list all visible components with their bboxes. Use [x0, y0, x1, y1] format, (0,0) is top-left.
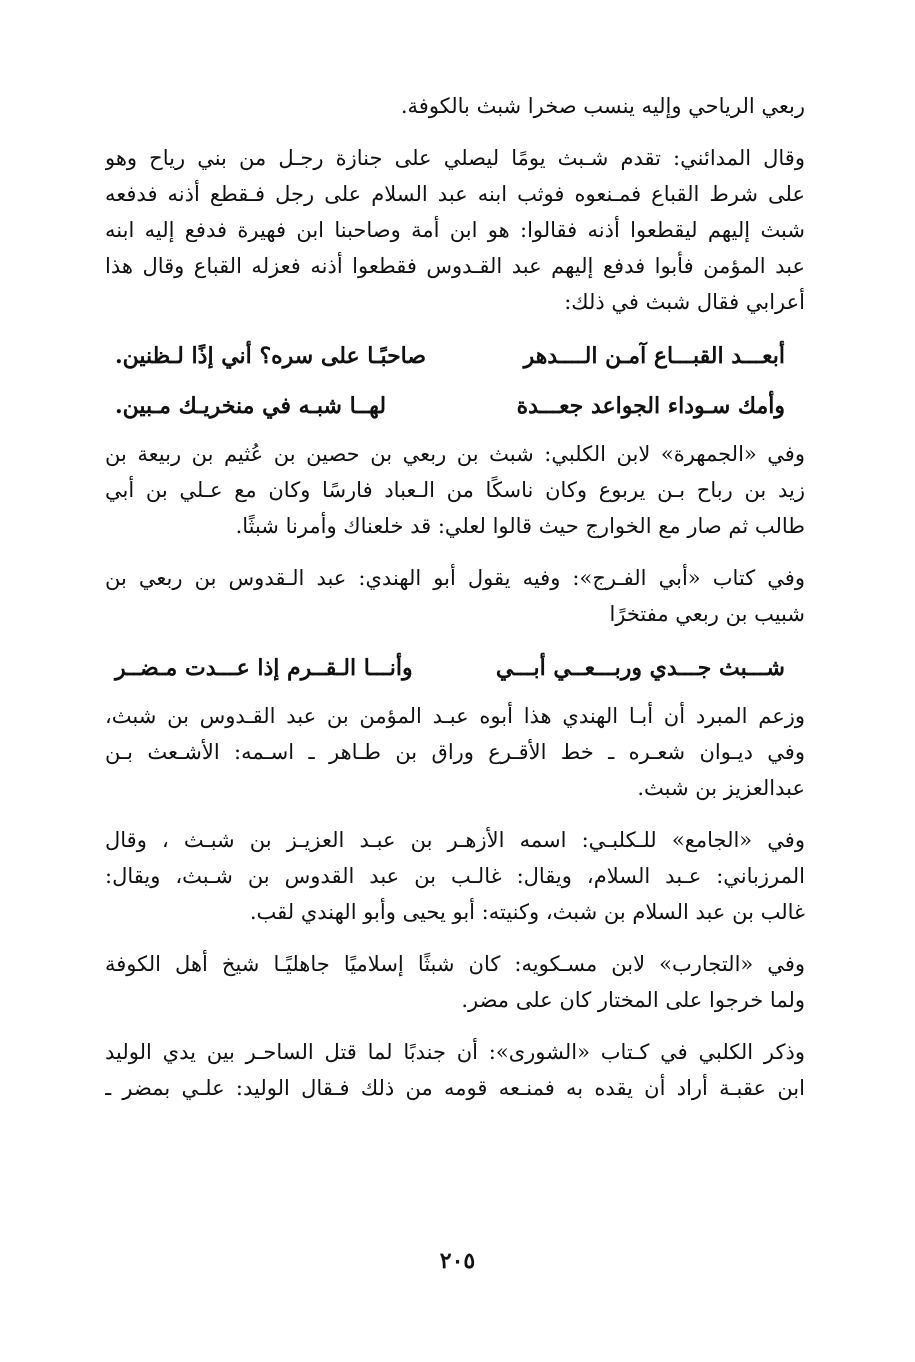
- paragraph: [105, 1034, 805, 1106]
- verse-first-hemistich: أبعـــد القبـــاع آمـن الــــدهر: [523, 343, 785, 369]
- text-line: غالب بن عبد السلام بن شبث، وكنيته: أبو يحيى وأبو الهندي لقب.: [249, 900, 805, 924]
- verse-first-hemistich: وأمك سـوداء الجواعد جعـــدة: [516, 393, 785, 419]
- text-line: عبد المؤمن فأبوا فدفع إليهم عبد القـدوس فقطعوا أذنه فعزله القباع وقال هذا: [105, 254, 805, 278]
- verse-second-hemistich: صاحبًـا على سره؟ أني إذًا لـظنين.: [115, 343, 427, 369]
- text-line: وذكر الكلبي في كـتاب «الشورى»: أن جندبًا لما قتل الساحـر بين يدي الوليد: [105, 1040, 805, 1064]
- paragraph: [105, 560, 805, 632]
- text-line: وفي «التجارب» لابن مسـكويه: كان شبثًا إسلاميًا جاهليًـا شيخ أهل الكوفة: [105, 952, 805, 976]
- text-line: المرزباني: عـبد السلام، ويقال: غالـب بن عبد القدوس بن شـبث، ويقال:: [105, 864, 805, 888]
- verse-line: [105, 336, 805, 376]
- paragraph: [105, 140, 805, 320]
- text-line: وفي ديـوان شعـره ـ خط الأقـرع وراق بن طـاهر ـ اسـمه: الأشـعث بـن: [105, 740, 805, 764]
- text-line: طالب ثم صار مع الخوارج حيث قالوا لعلي: قد خلعناك وأمرنا شبثًا.: [235, 514, 805, 538]
- text-line: وزعم المبرد أن أبـا الهندي هذا أبوه عبـد المؤمن بن عبد القـدوس بن شبث،: [105, 704, 805, 728]
- text-line: أعرابي فقال شبث في ذلك:: [564, 290, 805, 314]
- verse-first-hemistich: شـــبث جـــدي وربـــعــي أبـــي: [495, 655, 785, 681]
- paragraph: [105, 88, 805, 124]
- paragraph: [105, 822, 805, 930]
- paragraph: [105, 698, 805, 806]
- paragraph-group-1: [105, 88, 805, 320]
- verse-line: [105, 386, 805, 426]
- text-line: وفي كتاب «أبي الفـرج»: وفيه يقول أبو الهندي: عبد الـقدوس بن ربعي بن: [105, 566, 805, 590]
- page-number: ٢٠٥: [439, 1248, 476, 1274]
- text-line: ربعي الرياحي وإليه ينسب صخرا شبث بالكوفة.: [400, 94, 805, 118]
- text-line: ولما خرجوا على المختار كان على مضر.: [461, 988, 805, 1012]
- text-line: وفي «الجامع» للـكلبـي: اسمه الأزهـر بن عبـد العزيـز بن شبـث ، وقال: [105, 828, 805, 852]
- text-line: ابن عقبـة أراد أن يقده به فمنـعه قومه من ذلك فـقال الوليد: علـي بمضر ـ: [105, 1076, 805, 1100]
- verse-group-2: [105, 648, 805, 688]
- verse-line: [105, 648, 805, 688]
- paragraph: [105, 946, 805, 1018]
- verse-second-hemistich: وأنـــا الـقــرم إذا عـــدت مـضــر: [115, 655, 413, 681]
- paragraph-group-3: [105, 698, 805, 1106]
- verse-second-hemistich: لهــا شبـه في منخريـك مـبين.: [115, 393, 387, 419]
- text-line: شبث إليهم ليقطعوا أذنه فقالوا: هو ابن أمة وصاحبنا ابن فهيرة فدفع إليه ابنه: [105, 218, 805, 242]
- paragraph: [105, 436, 805, 544]
- text-line: عبدالعزيز بن شبث.: [637, 776, 805, 800]
- verse-group-1: [105, 336, 805, 426]
- text-line: وفي «الجمهرة» لابن الكلبي: شبث بن ربعي بن حصين بن عُثيم بن ربيعة بن: [105, 442, 805, 466]
- paragraph-group-2: [105, 436, 805, 632]
- text-line: على شرط القباع فمـنعوه فوثب ابنه عبد السلام على رجل فـقطع أذنه فدفعه: [105, 182, 805, 206]
- text-line: وقال المدائني: تقدم شـبث يومًا ليصلي على جنازة رجـل من بني رياح وهو: [105, 146, 805, 170]
- text-line: زيد بن رباح بـن يربوع وكان ناسكًا من الـعباد فارسًا وكان مع عـلي بن أبي: [105, 478, 805, 502]
- text-line: شبيب بن ربعي مفتخرًا: [609, 602, 805, 626]
